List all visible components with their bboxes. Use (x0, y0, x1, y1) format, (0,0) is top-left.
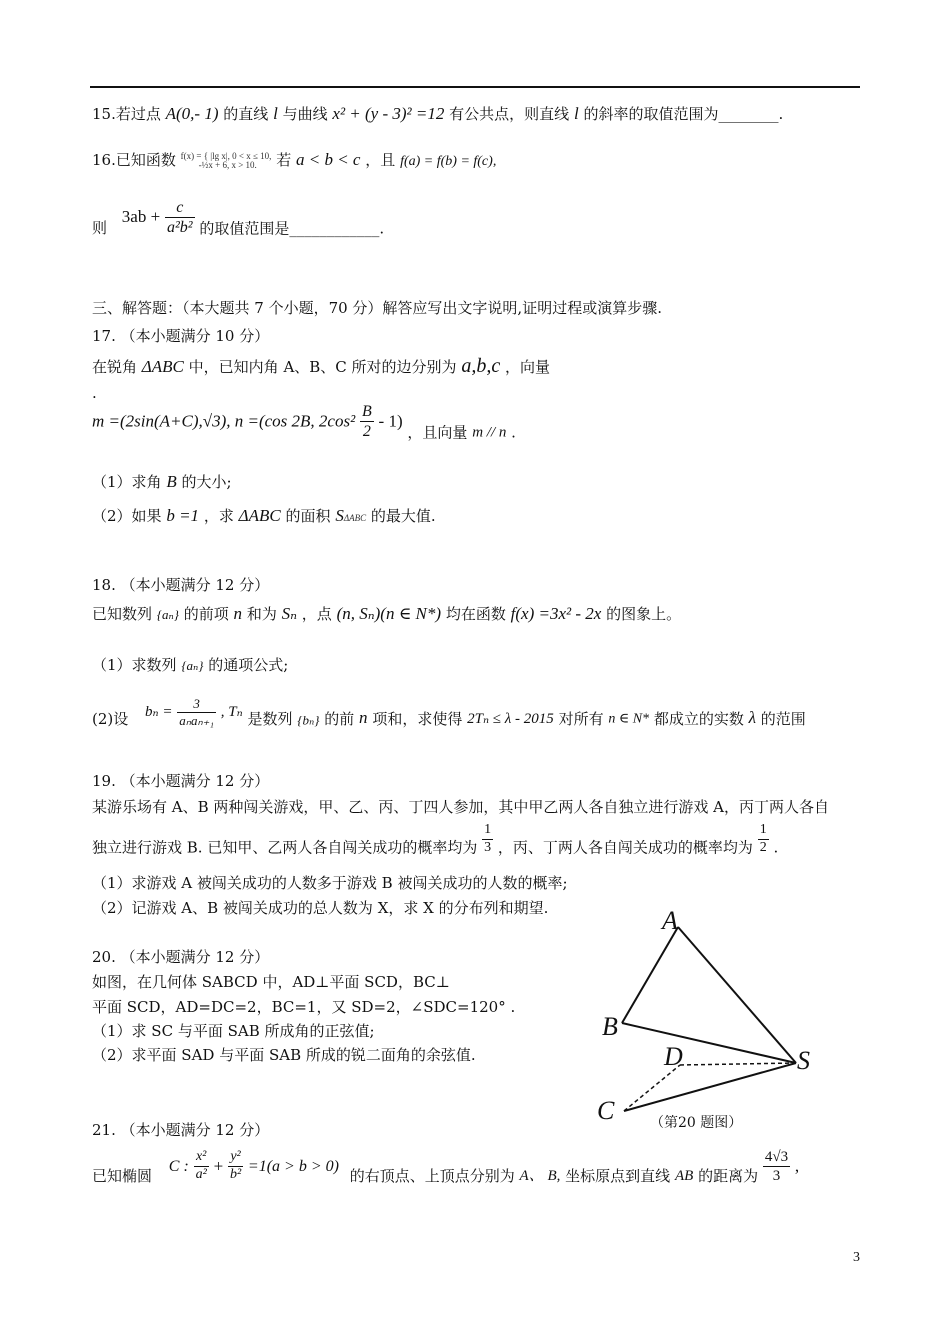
q18-fraction (177, 696, 216, 728)
q17-frac-den: 2 (362, 423, 371, 441)
edge-AS (678, 927, 796, 1063)
q16-func-line2: -½x + 6, x > 10. (198, 160, 257, 170)
section-3-heading: 三、解答题：（本大题共 7 个小题，70 分）解答应写出文字说明,证明过程或演算步骤. (92, 299, 662, 317)
q18-p2-bn: {bₙ} (297, 712, 320, 728)
q17-vector-end: - 1) (378, 411, 403, 431)
q20-part2: （2）求平面 SAD 与平面 SAB 所成的锐二面角的余弦值. (92, 1046, 476, 1064)
edge-BS (622, 1023, 796, 1063)
edge-CS (624, 1063, 796, 1111)
q15-text3: 有公共点，则直线 (449, 105, 570, 123)
q17-l1c: ，向量 (505, 358, 551, 376)
q18-p2d: 项和，求使得 (372, 710, 463, 729)
q19-l2c: . (773, 838, 779, 857)
q21-eq: =1(a > b > 0) (247, 1157, 339, 1175)
edge-DS-dashed (680, 1063, 796, 1065)
q19-line2 (92, 822, 778, 857)
q20-head: 20. （本小题满分 12 分） (92, 948, 270, 966)
q21-line1 (92, 1148, 799, 1185)
q20-line2: 平面 SCD，AD=DC=2，BC=1，又 SD=2，∠SDC=120° . (92, 998, 516, 1016)
q19-head: 19. （本小题满分 12 分） (92, 772, 270, 790)
q21-dist-den: 3 (772, 1168, 781, 1184)
q21-frac-y-num: y² (228, 1149, 243, 1167)
q17-p2d: 的面积 (285, 507, 331, 525)
q17-p1-B: B (166, 472, 177, 491)
q21-C: C : (168, 1157, 189, 1175)
q19-fraction1 (482, 822, 493, 857)
q21-AB: A、 B, (519, 1168, 561, 1184)
q17-p2-S: S (335, 506, 344, 525)
q18-p2b: 是数列 (247, 710, 293, 729)
q18-p2a: (2)设 (92, 710, 129, 729)
q17-vector-line (92, 402, 516, 441)
q17-line1 (92, 354, 550, 378)
q20-line1: 如图，在几何体 SABCD 中，AD⊥平面 SCD，BC⊥ (92, 973, 450, 991)
q18-l1b: 的前项 (183, 605, 229, 623)
q18-Sn: Sₙ (281, 604, 298, 623)
label-C: C (597, 1096, 615, 1125)
q21-AB-line: AB (674, 1168, 694, 1184)
q16-text2: ，且 (365, 151, 396, 169)
q18-an: {aₙ} (156, 607, 179, 622)
q18-frac-den: aₙaₙ₊₁ (179, 712, 215, 728)
label-B: B (602, 1012, 618, 1041)
q17-fraction (360, 402, 374, 441)
q19-l2b: ，丙、丁两人各自闯关成功的概率均为 (497, 838, 753, 857)
q17-p2a: （2）如果 (92, 507, 162, 525)
q18-point: (n, Sₙ)(n ∈ N*) (336, 604, 442, 623)
q15-point: A(0,- 1) (165, 104, 219, 123)
q16-func-line1: f(x) = { |lg x|, 0 < x ≤ 10, (180, 151, 272, 161)
q18-p2c: 的前 (324, 710, 355, 729)
q18-p1a: （1）求数列 (92, 656, 177, 674)
q21-l1c: 坐标原点到直线 (565, 1167, 671, 1185)
q17-parallel: m // n (472, 424, 507, 441)
q18-line1 (92, 604, 681, 624)
figure-caption: （第20 题图） (650, 1115, 743, 1131)
q21-distance-fraction (763, 1148, 790, 1185)
q18-lambda: λ (748, 707, 757, 727)
q18-l1a: 已知数列 (92, 605, 153, 623)
q18-l1d: ，点 (301, 605, 332, 623)
q21-l1b: 的右顶点、上顶点分别为 (349, 1167, 515, 1185)
q17-vector-m: m =(2sin(A+C),√3), n =(cos 2B, 2cos² (92, 411, 356, 431)
top-rule (90, 86, 860, 88)
q17-p2-S-sub: ΔABC (343, 513, 367, 523)
q19-frac2-den: 2 (759, 839, 767, 855)
q18-p2g: 的范围 (760, 710, 806, 729)
q17-triangle: ΔABC (141, 357, 184, 376)
geometry-figure (590, 905, 830, 1135)
q16-condition: a < b < c (295, 150, 361, 169)
label-S: S (797, 1046, 810, 1075)
q17-vector-tail: ，且向量 (407, 423, 468, 442)
q21-fraction-y (228, 1149, 243, 1184)
q21-frac-y-den: b² (229, 1167, 242, 1182)
q17-abc: a,b,c (461, 355, 501, 377)
q15-lead: 15.若过点 (92, 105, 161, 123)
q18-part2 (92, 696, 806, 728)
q15-text2: 与曲线 (282, 105, 328, 123)
q18-frac-num: 3 (177, 696, 216, 713)
q18-l1c: 和为 (246, 605, 277, 623)
q21-head: 21. （本小题满分 12 分） (92, 1121, 270, 1139)
q18-inequality: 2Tₙ ≤ λ - 2015 (467, 711, 554, 728)
question-16 (92, 150, 496, 171)
q21-frac-x-num: x² (194, 1149, 209, 1167)
question-16-line2 (92, 198, 384, 237)
q18-part1 (92, 656, 288, 674)
label-D: D (664, 1042, 683, 1071)
q15-curve: x² + (y - 3)² =12 (332, 104, 445, 123)
q17-head: 17. （本小题满分 10 分） (92, 327, 270, 345)
q17-p1a: （1）求角 (92, 473, 162, 491)
q19-frac1-den: 3 (484, 839, 492, 855)
q21-l1d: 的距离为 (698, 1167, 759, 1185)
q18-n-in-N: n ∈ N* (608, 711, 650, 727)
q15-line-l2: l (573, 104, 579, 123)
q15-text1: 的直线 (223, 105, 269, 123)
q17-l1b: 中，已知内角 A、B、C 所对的边分别为 (188, 358, 457, 376)
q17-p2e: 的最大值. (370, 507, 436, 525)
q18-p2e: 对所有 (558, 710, 604, 729)
q16-lead: 16.已知函数 (92, 151, 176, 169)
q17-frac-num: B (360, 402, 374, 422)
q21-frac-x-den: a² (195, 1167, 207, 1182)
q16-ze: 则 (92, 219, 108, 238)
q19-l2a: 独立进行游戏 B. 已知甲、乙两人各自闯关成功的概率均为 (92, 838, 478, 857)
edge-AB (622, 927, 678, 1023)
q18-head: 18. （本小题满分 12 分） (92, 576, 270, 594)
q16-frac-num: c (165, 198, 195, 218)
q17-p2-b: b =1 (166, 506, 200, 525)
q17-period: . (511, 423, 516, 442)
q15-text4: 的斜率的取值范围为________. (583, 105, 784, 123)
q21-dist-num: 4√3 (764, 1149, 789, 1165)
q18-l1f: 的图象上。 (606, 605, 682, 623)
q20-part1: （1）求 SC 与平面 SAB 所成角的正弦值; (92, 1022, 375, 1040)
q16-fraction (165, 198, 195, 237)
q19-frac1-num: 1 (482, 822, 493, 840)
q16-piecewise (181, 152, 272, 170)
q17-part2 (92, 506, 436, 526)
q21-comma: , (794, 1156, 800, 1176)
q18-l1e: 均在函数 (445, 605, 506, 623)
q18-n: n (233, 604, 243, 623)
q18-fx: f(x) =3x² - 2x (510, 604, 602, 623)
q17-p2c: ，求 (203, 507, 234, 525)
q21-l1a: 已知椭圆 (92, 1167, 153, 1185)
q16-condition2: f(a) = f(b) = f(c), (400, 154, 497, 169)
question-15 (92, 104, 783, 124)
q15-line-l: l (273, 104, 278, 123)
q19-frac2-num: 1 (758, 822, 769, 840)
q19-line1: 某游乐场有 A、B 两种闯关游戏，甲、乙、丙、丁四人参加，其中甲乙两人各自独立进行游戏 A，丙丁两人各自 (92, 798, 829, 816)
q21-plus: + (213, 1156, 224, 1176)
q16-text1: 若 (276, 151, 292, 169)
q16-frac-den: a²b² (166, 219, 193, 237)
q18-p2f: 都成立的实数 (653, 710, 744, 729)
q17-part1 (92, 472, 232, 492)
q18-p1-an: {aₙ} (181, 658, 204, 673)
page-number: 3 (853, 1250, 860, 1265)
q18-p1b: 的通项公式; (208, 656, 289, 674)
q19-part1: （1）求游戏 A 被闯关成功的人数多于游戏 B 被闯关成功的人数的概率; (92, 874, 568, 892)
q19-fraction2 (758, 822, 769, 857)
q18-p2-n: n (359, 707, 368, 727)
q18-bn: bₙ = (145, 704, 173, 721)
q16-text3: 的取值范围是____________. (199, 219, 385, 238)
q19-part2: （2）记游戏 A、B 被闯关成功的总人数为 X，求 X 的分布列和期望. (92, 899, 549, 917)
q17-p2-triangle: ΔABC (238, 506, 281, 525)
q21-fraction-x (194, 1149, 209, 1184)
q16-expr-pre: 3ab + (121, 207, 161, 227)
label-A: A (662, 906, 678, 935)
q18-Tn: , Tₙ (220, 704, 243, 721)
q17-p1b: 的大小; (181, 473, 232, 491)
q17-l1a: 在锐角 (92, 358, 138, 376)
q17-dot: . (92, 384, 97, 402)
